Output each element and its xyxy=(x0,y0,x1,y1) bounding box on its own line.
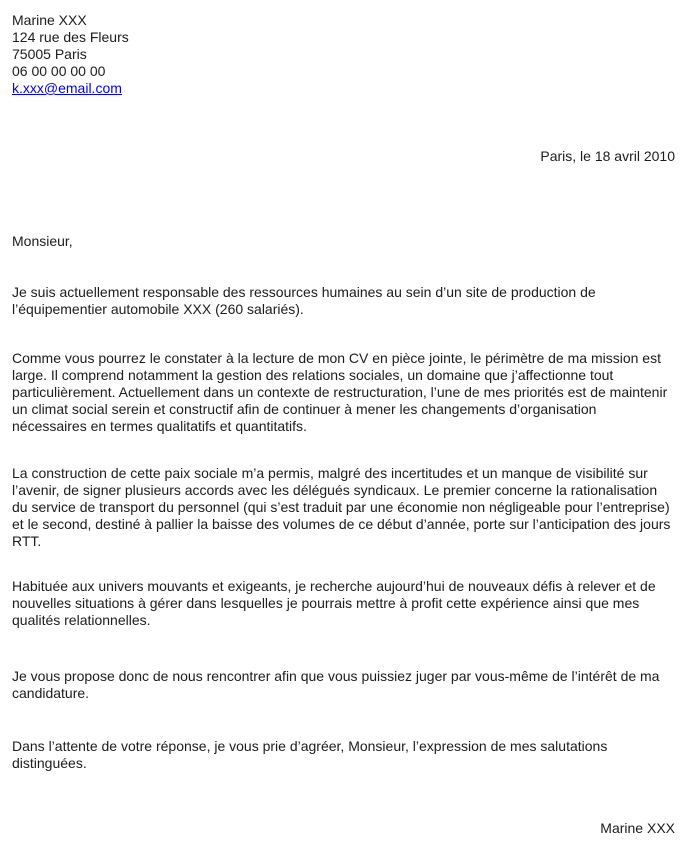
sender-address-street: 124 rue des Fleurs xyxy=(12,29,129,45)
paragraph-closing-formula: Dans l’attente de votre réponse, je vous prie d’agréer, Monsieur, l’expression de mes salutations distinguées. xyxy=(12,738,608,771)
letter-body xyxy=(12,284,675,772)
paragraph-mission-scope: Comme vous pourrez le constater à la lecture de mon CV en pièce jointe, le périmètre de ma mission est large. Il comprend notamment la gestion des relations sociales, un domaine que j’affectionne tout particulièrement. Actuellement dans un contexte de restructuration, l’une de mes priorités est de maintenir un climat social serein et constructif afin de continuer à mener les changements d’organisation nécessaires en termes qualitatifs et quantitatifs. xyxy=(12,350,668,434)
date-line: Paris, le 18 avril 2010 xyxy=(540,148,675,164)
paragraph-meeting-proposal: Je vous propose donc de nous rencontrer afin que vous puissiez juger par vous-même de l’intérêt de ma candidature. xyxy=(12,668,660,701)
sender-phone: 06 00 00 00 00 xyxy=(12,63,106,79)
sender-email-link[interactable]: k.xxx@email.com xyxy=(12,80,122,96)
sender-email-line xyxy=(12,80,675,97)
paragraph-new-challenges: Habituée aux univers mouvants et exigeants, je recherche aujourd’hui de nouveaux défis à relever et de nouvelles situations à gérer dans lesquelles je pourrais mettre à profit cette expérience ainsi que mes qualités relationnelles. xyxy=(12,578,656,628)
sender-block xyxy=(12,12,675,97)
sender-address-city: 75005 Paris xyxy=(12,46,87,62)
signature: Marine XXX xyxy=(600,820,675,836)
paragraph-social-peace: La construction de cette paix sociale m’a permis, malgré des incertitudes et un manque de visibilité sur l’avenir, de signer plusieurs accords avec les délégués syndicaux. Le premier concerne la rationalisation du service de transport du personnel (qui s’est traduit par une économie non négligeable pour l’entreprise) et le second, destiné à pallier la baisse des volumes de ce début d’année, porte sur l’anticipation des jours RTT. xyxy=(12,465,671,549)
sender-name: Marine XXX xyxy=(12,12,87,28)
salutation: Monsieur, xyxy=(12,233,73,249)
paragraph-current-role: Je suis actuellement responsable des ressources humaines au sein d’un site de production de l’équipementier automobile XXX (260 salariés). xyxy=(12,284,596,317)
